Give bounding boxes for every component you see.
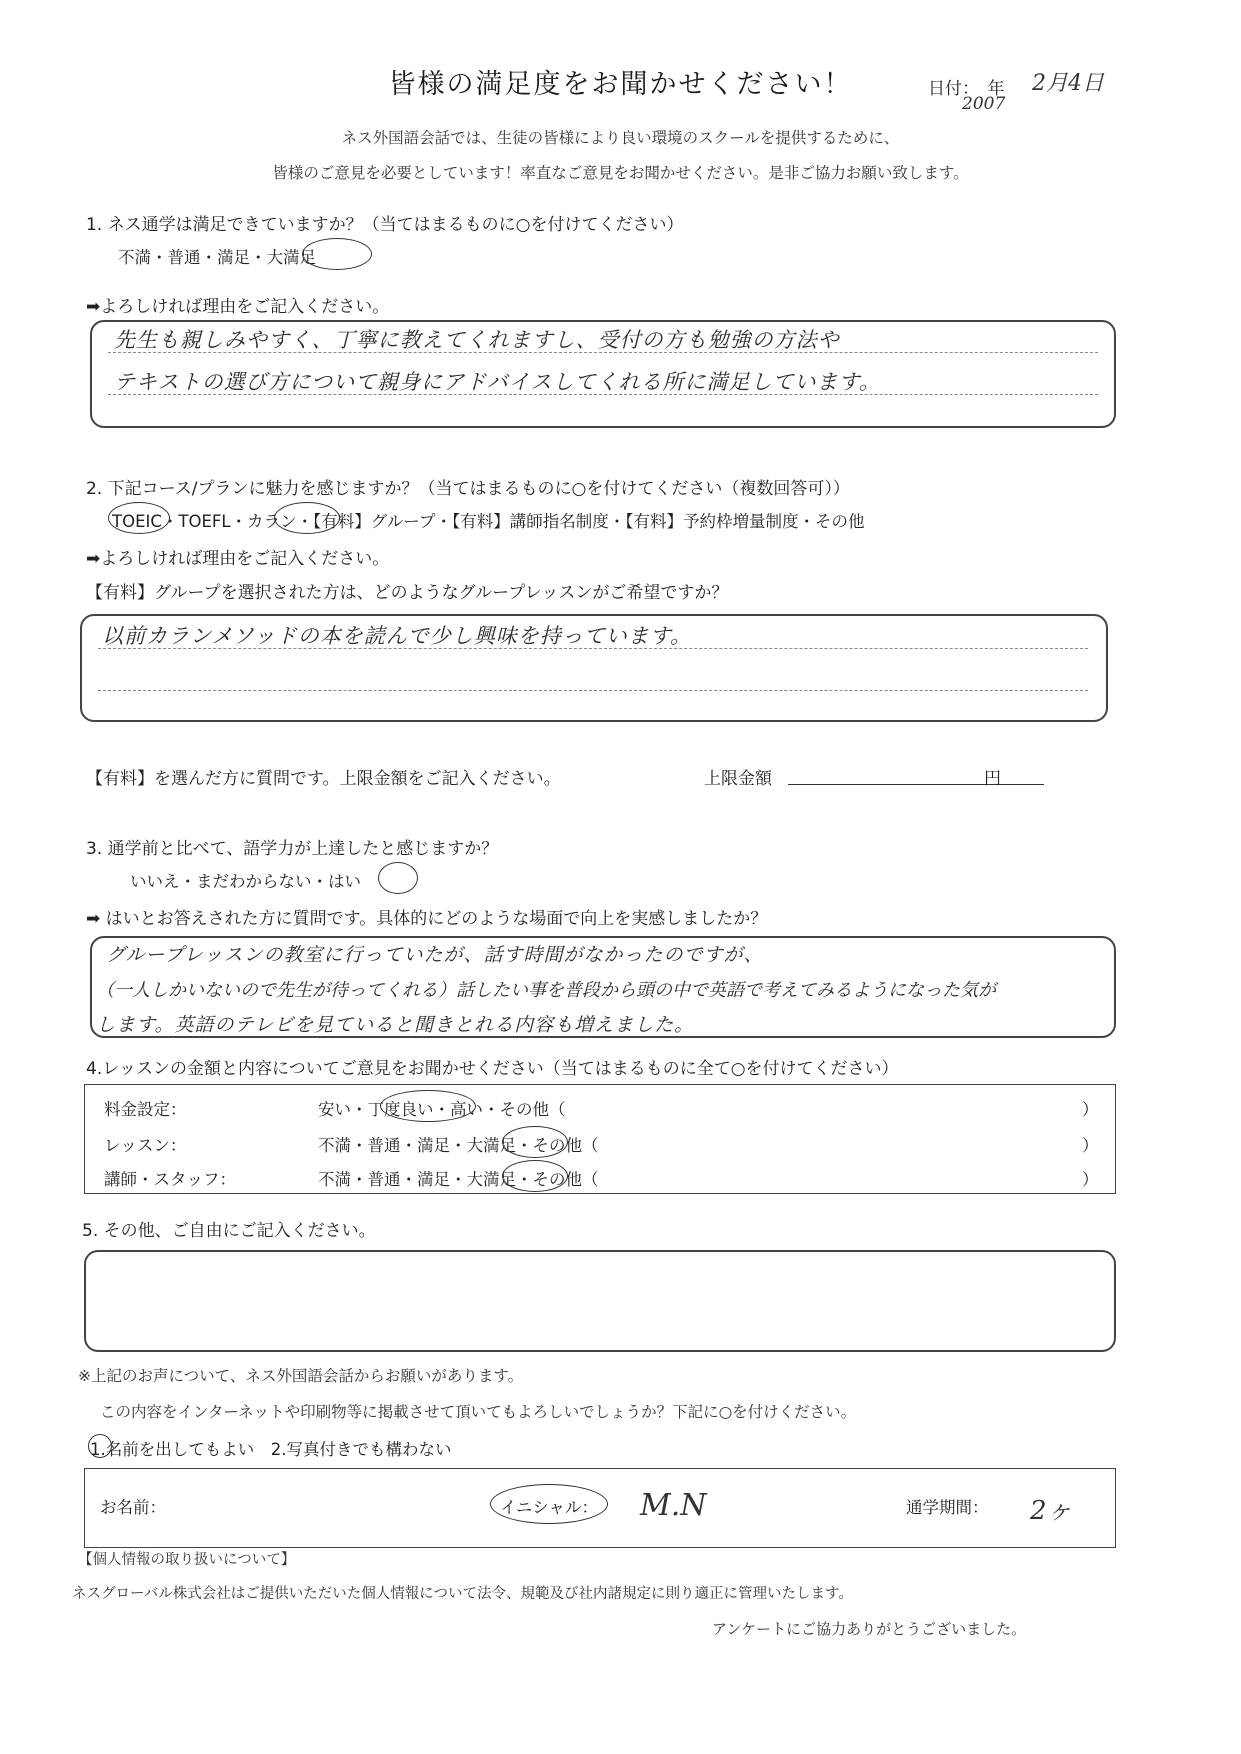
thanks-message: アンケートにご協力ありがとうございました。 — [712, 1620, 1027, 1638]
name-label: お名前： — [100, 1498, 166, 1517]
year-written: 2007 — [962, 94, 1006, 114]
initial-value: M.N — [640, 1488, 707, 1523]
page-title: 皆様の満足度をお聞かせください！ — [388, 69, 853, 100]
q2-toeic-circle — [108, 502, 170, 534]
q2-limit-label: 上限金額 — [704, 769, 772, 789]
q4-row-options-lesson: 不満・普通・満足・大満足・その他（ — [318, 1136, 599, 1155]
q4-row-label-lesson: レッスン： — [104, 1136, 187, 1155]
initial-circle — [490, 1484, 608, 1524]
q3-answer-line-1: グループレッスンの教室に行っていたが、話す時間がなかったのですが、 — [106, 944, 764, 966]
q4-row-close-lesson: ） — [1082, 1136, 1099, 1155]
q4-question: 4.レッスンの金額と内容についてご意見をお聞かせください（当てはまるものに全て○を付けてください） — [86, 1059, 899, 1079]
q1-answer-line-2: テキストの選び方について親身にアドバイスしてくれる所に満足しています。 — [114, 370, 881, 394]
initial-label: イニシャル： — [500, 1498, 599, 1517]
q4-lesson-circle — [502, 1126, 568, 1158]
consent-notice: ※上記のお声について、ネス外国語会話からお願いがあります。 — [78, 1367, 524, 1385]
q1-question: 1. ネス通学は満足できていますか？（当てはまるものに○を付けてください） — [86, 215, 684, 235]
q2-yen: 円 — [984, 769, 1001, 789]
q5-question: 5. その他、ご自由にご記入ください。 — [82, 1221, 376, 1241]
date-label: 日付： 年 — [928, 79, 1005, 99]
consent-option-1-circle — [88, 1434, 112, 1458]
q2-group-prompt: 【有料】グループを選択された方は、どのようなグループレッスンがご希望ですか？ — [86, 583, 729, 603]
q4-row-label-staff: 講師・スタッフ： — [104, 1170, 236, 1189]
consent-options: 1.名前を出してもよい 2.写真付きでも構わない — [90, 1440, 452, 1459]
q1-options: 不満・普通・満足・大満足 — [118, 248, 316, 267]
q3-question: 3. 通学前と比べて、語学力が上達したと感じますか？ — [86, 839, 499, 859]
q4-row-close-price: ） — [1082, 1100, 1099, 1119]
consent-request: この内容をインターネットや印刷物等に掲載させて頂いてもよろしいでしょうか？下記に○を付けください。 — [100, 1403, 857, 1421]
q4-table — [84, 1084, 1116, 1194]
q1-selected-circle — [302, 238, 372, 270]
q4-row-options-price: 安い・丁度良い・高い・その他（ — [318, 1100, 566, 1119]
q2-rule-2 — [98, 690, 1088, 691]
q1-reason-prompt: ➡よろしければ理由をご記入ください。 — [86, 297, 390, 317]
q1-answer-line-1: 先生も親しみやすく、丁寧に教えてくれますし、受付の方も勉強の方法や — [114, 328, 840, 352]
q2-options: TOEIC・TOEFL・カラン・【有料】グループ・【有料】講師指名制度・【有料】予約枠増量制度・その他 — [112, 512, 865, 531]
q4-row-options-staff: 不満・普通・満足・大満足・その他（ — [318, 1170, 599, 1189]
q3-answer-line-3: します。英語のテレビを見ていると聞きとれる内容も増えました。 — [96, 1014, 695, 1036]
intro-line-1: ネス外国語会話では、生徒の皆様により良い環境のスクールを提供するために、 — [341, 129, 900, 147]
q4-staff-circle — [502, 1160, 568, 1192]
q2-limit-field[interactable] — [788, 784, 1044, 785]
q2-paid-prompt: 【有料】を選んだ方に質問です。上限金額をご記入ください。 — [86, 769, 561, 789]
q3-answer-line-2: （一人しかいないので先生が待ってくれる）話したい事を普段から頭の中で英語で考えてみるようになった気が — [96, 980, 996, 1001]
q4-row-close-staff: ） — [1082, 1170, 1099, 1189]
period-value: 2ヶ — [1030, 1496, 1073, 1526]
q2-reason-prompt: ➡よろしければ理由をご記入ください。 — [86, 549, 390, 569]
intro-line-2: 皆様のご意見を必要としています！率直なご意見をお聞かせください。是非ご協力お願い致します。 — [272, 164, 969, 182]
q5-answer-box[interactable] — [84, 1250, 1116, 1352]
privacy-title: 【個人情報の取り扱いについて】 — [78, 1552, 296, 1568]
q4-row-label-price: 料金設定： — [104, 1100, 187, 1119]
q4-price-circle — [380, 1090, 476, 1122]
date-written: 2月4日 — [1032, 71, 1104, 96]
q2-answer-line-1: 以前カランメソッドの本を読んで少し興味を持っています。 — [102, 624, 693, 648]
q2-callan-circle — [274, 502, 340, 534]
q3-followup: ➡ はいとお答えされた方に質問です。具体的にどのような場面で向上を実感しましたか？ — [86, 909, 768, 929]
q2-question: 2. 下記コース/プランに魅力を感じますか？（当てはまるものに○を付けてください（複数回答可）） — [86, 479, 850, 499]
q3-yes-circle — [378, 862, 418, 894]
q3-options: いいえ・まだわからない・はい — [130, 872, 361, 891]
period-label: 通学期間： — [906, 1498, 989, 1517]
privacy-text: ネスグローバル株式会社はご提供いただいた個人情報について法令、規範及び社内諸規定に則り適正に管理いたします。 — [72, 1586, 853, 1602]
